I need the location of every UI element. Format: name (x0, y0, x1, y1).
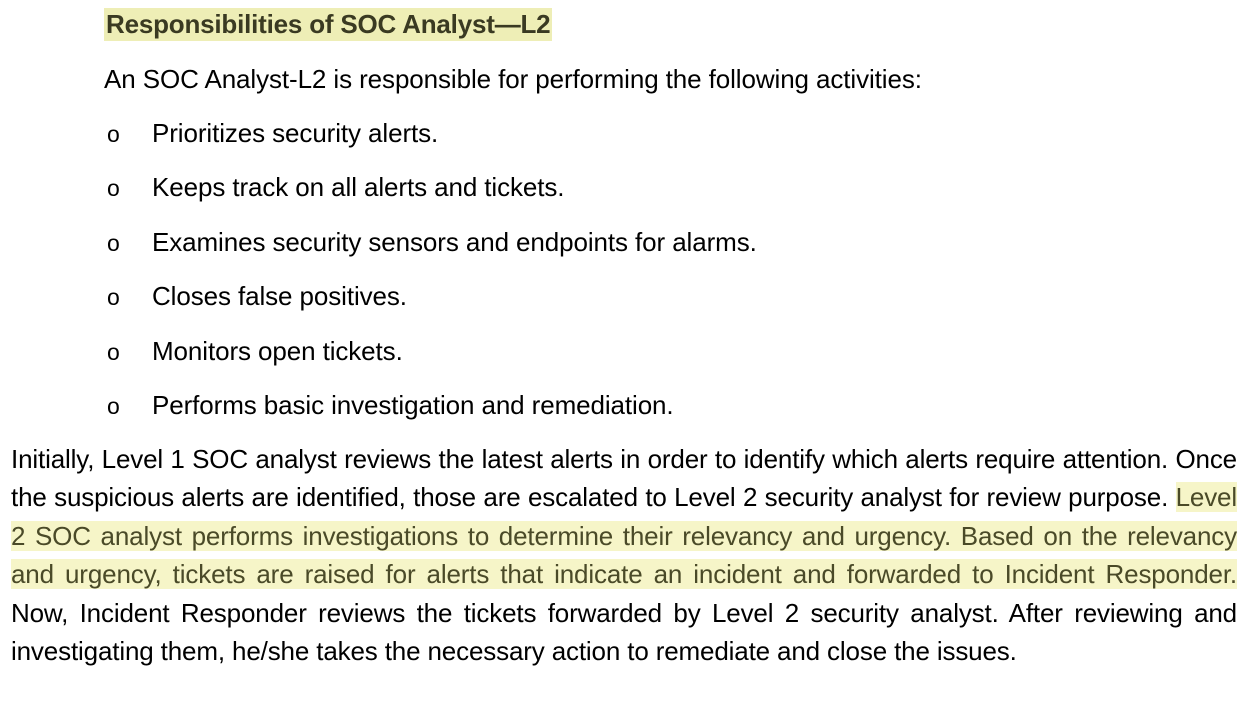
paragraph-text-part1: Initially, Level 1 SOC analyst reviews the latest alerts in order to identify which alerts require attention. Once the suspicious alerts are identified, those are escalated to Level 2 security analyst for review purpose. (11, 444, 1237, 513)
list-item (104, 279, 757, 333)
list-item-text: Closes false positives. (152, 281, 407, 312)
bullet-circle-icon: o (107, 284, 120, 311)
list-item-text: Prioritizes security alerts. (152, 118, 439, 148)
list-item-text: Examines security sensors and endpoints for alarms. (152, 226, 757, 257)
section-heading (104, 6, 552, 42)
responsibilities-list (104, 116, 757, 442)
heading-highlight: Responsibilities of SOC Analyst—L2 (106, 9, 551, 39)
list-item (104, 116, 757, 170)
bullet-circle-icon: o (107, 175, 120, 202)
paragraph-text-part2: Now, Incident Responder reviews the tickets forwarded by Level 2 security analyst. After reviewing and investigating them, he/she takes the necessary action to remediate and close the issues. (11, 597, 1237, 667)
list-item-text: Keeps track on all alerts and tickets. (152, 172, 565, 203)
list-item (104, 170, 757, 224)
list-item-text: Monitors open tickets. (152, 335, 403, 366)
intro-sentence: An SOC Analyst-L2 is responsible for performing the following activities: (104, 64, 922, 94)
list-item (104, 334, 757, 388)
list-item (104, 225, 757, 279)
highlighted-text: Level 2 SOC analyst performs investigations to determine their relevancy and urgency. Based on the relevancy and urgency, tickets are raised for alerts that indicate an incident and forwarded to Incident Responder. (11, 482, 1237, 590)
bullet-circle-icon: o (107, 229, 120, 256)
list-item-text: Performs basic investigation and remediation. (152, 389, 674, 420)
body-paragraph (11, 440, 1237, 670)
bullet-circle-icon: o (107, 121, 120, 147)
bullet-circle-icon: o (107, 392, 120, 419)
bullet-circle-icon: o (107, 338, 120, 365)
list-item (104, 388, 757, 442)
